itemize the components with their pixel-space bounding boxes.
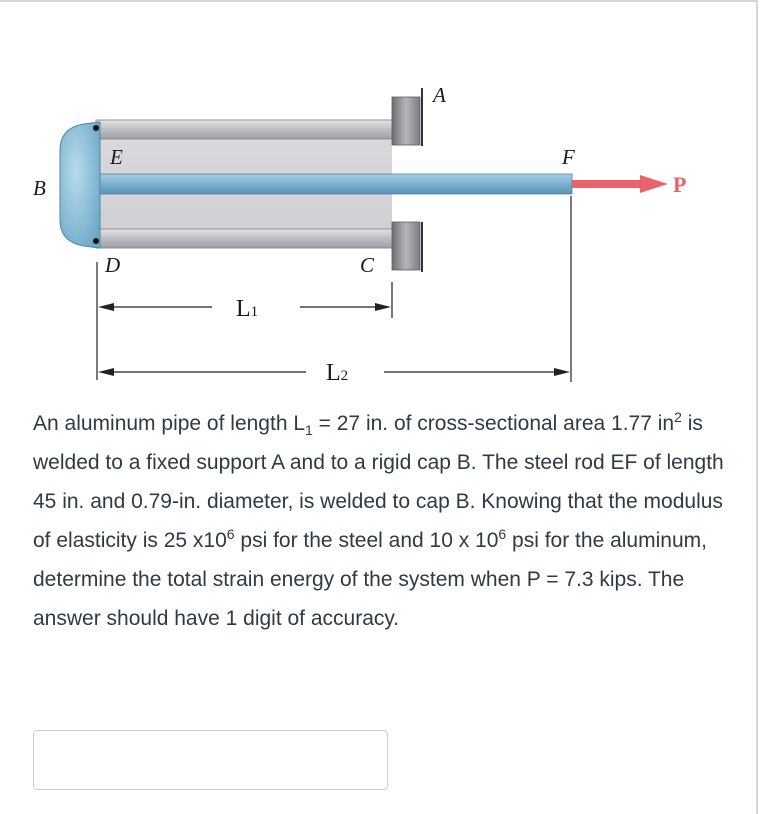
label-f: F [562,145,575,169]
dim-l2-label: L2 [326,360,349,386]
area-superscript: 2 [674,409,682,425]
dim-l2-sub: 2 [340,368,349,384]
steel-exponent: 6 [226,526,235,542]
dim-l1-label: L1 [236,296,259,322]
figure-pipe-rod-assembly [0,0,764,400]
force-arrow-shaft [572,180,640,188]
dim-l1-sub: 1 [250,304,259,320]
steel-rod-ef [90,174,572,194]
support-a-bottom [392,222,420,270]
answer-input[interactable] [33,730,388,790]
pipe-bottom-wall [96,229,394,248]
label-e: E [110,145,123,169]
weld-dot-top [93,125,99,131]
label-c: C [360,253,375,277]
l1-subscript: 1 [305,422,313,439]
dim-l2-arrow-right [554,368,570,376]
force-arrow-head [640,175,668,193]
label-p: P [673,172,687,197]
question-text: An aluminum pipe of length $L_1 = 27$ in. of cross-sectional area 1.77 $in^2$ is welded to a fixed support A and to a rigid cap B. The steel rod EF of length 45 in. and 0.79-in. diameter, is welded to cap B. Knowing that the modulus of elasticity is 25 $x10^6$ psi for the steel and 10 x $10^6$ psi for the aluminum, determine the total strain energy of the system when P = 7.3 kips. The answer should have 1 digit of accuracy. [33,409,724,630]
support-a-top [392,97,420,145]
label-b: B [33,176,46,200]
pipe-top-wall [96,120,394,139]
dim-l2-arrow-left [98,368,114,376]
dim-l1-arrow-right [375,303,391,311]
label-d: D [105,253,121,277]
dim-l1-arrow-left [98,303,114,311]
weld-dot-bottom [93,238,99,244]
aluminum-exponent: 6 [498,526,507,542]
rigid-cap-b [60,122,100,248]
label-a: A [433,83,446,107]
